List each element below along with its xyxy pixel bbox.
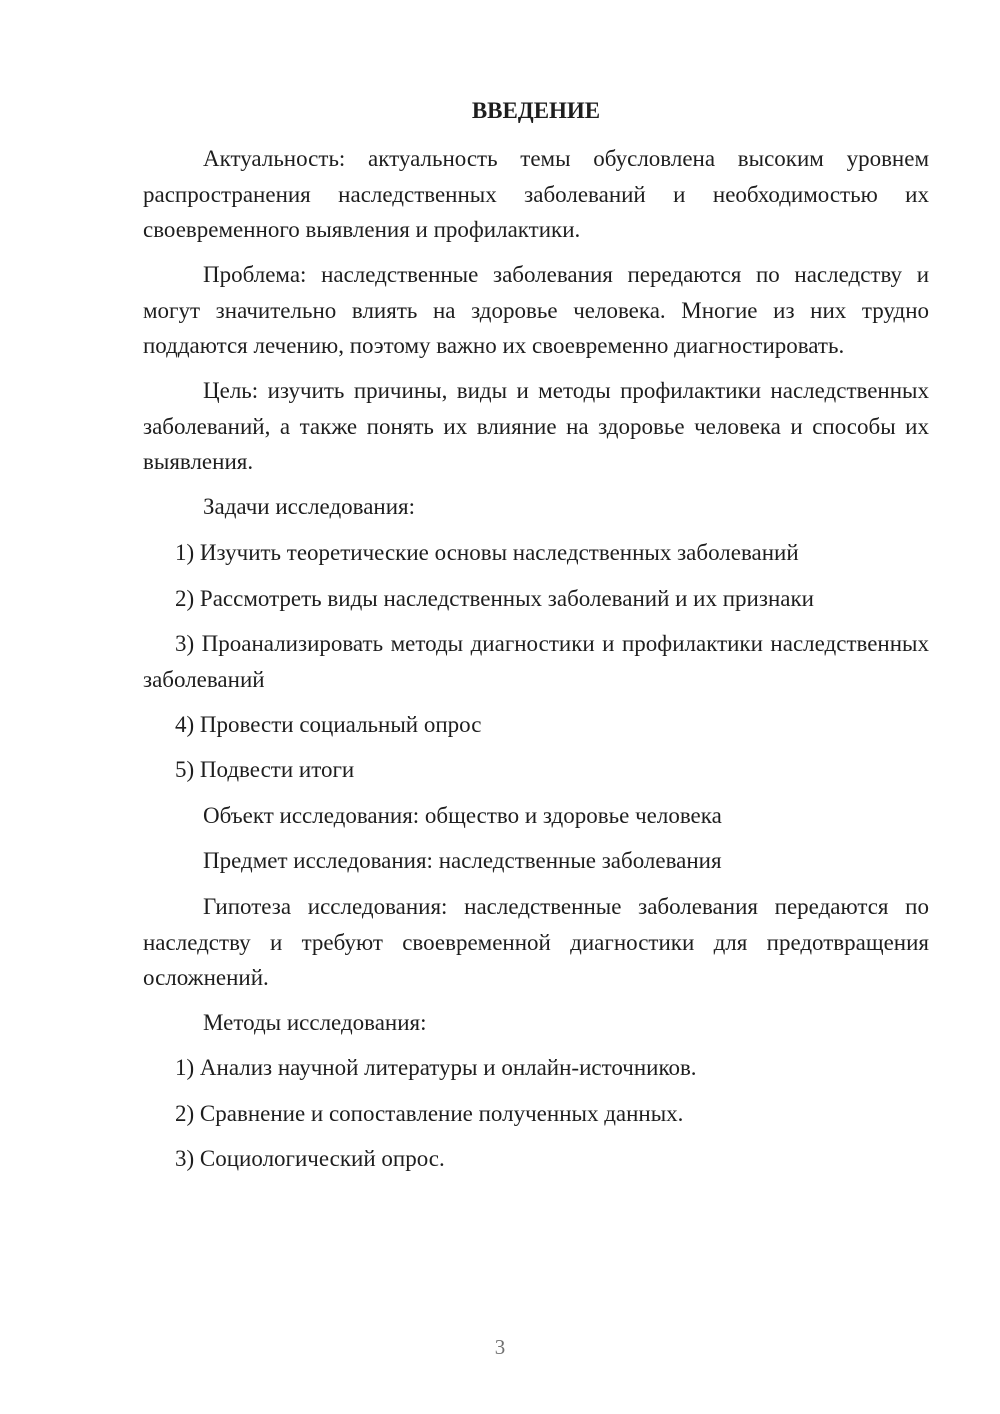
- methods-heading: Методы исследования:: [203, 1010, 427, 1035]
- task-item-1: 1) Изучить теоретические основы наследственных заболеваний: [175, 540, 799, 565]
- task-item-5: 5) Подвести итоги: [175, 757, 355, 782]
- page-title: ВВЕДЕНИЕ: [471, 98, 601, 123]
- goal-paragraph: Цель: изучить причины, виды и методы профилактики наследственных заболеваний, а также понять их влияние на здоровье человека и способы их выявления.: [143, 378, 929, 474]
- object-paragraph: Объект исследования: общество и здоровье человека: [203, 803, 722, 828]
- tasks-heading: Задачи исследования:: [203, 494, 416, 519]
- hypothesis-paragraph: Гипотеза исследования: наследственные заболевания передаются по наследству и требуют своевременной диагностики для предотвращения осложнений.: [143, 894, 929, 990]
- problem-paragraph: Проблема: наследственные заболевания передаются по наследству и могут значительно влиять на здоровье человека. Многие из них трудно поддаются лечению, поэтому важно их своевременно диагностировать.: [143, 262, 929, 358]
- method-item-2: 2) Сравнение и сопоставление полученных данных.: [175, 1101, 684, 1126]
- subject-paragraph: Предмет исследования: наследственные заболевания: [203, 848, 722, 873]
- task-item-2: 2) Рассмотреть виды наследственных заболеваний и их признаки: [175, 586, 814, 611]
- task-item-4: 4) Провести социальный опрос: [175, 712, 482, 737]
- relevance-paragraph: Актуальность: актуальность темы обусловлена высоким уровнем распространения наследственных заболеваний и необходимостью их своевременного выявления и профилактики.: [143, 146, 929, 242]
- page-number: 3: [494, 1335, 506, 1359]
- method-item-1: 1) Анализ научной литературы и онлайн-источников.: [175, 1055, 697, 1080]
- method-item-3: 3) Социологический опрос.: [175, 1146, 445, 1171]
- task-item-3: 3) Проанализировать методы диагностики и профилактики наследственных заболеваний: [143, 631, 929, 692]
